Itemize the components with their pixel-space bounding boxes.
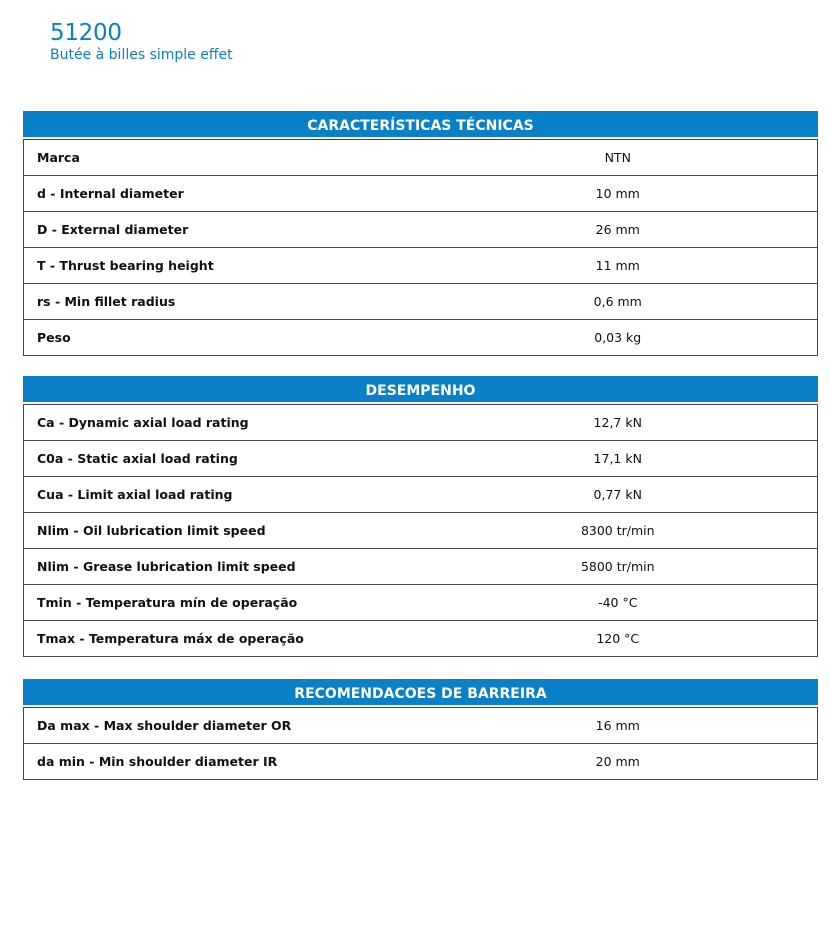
row-value: 5800 tr/min xyxy=(419,549,818,585)
table-row xyxy=(24,320,818,356)
row-label: Nlim - Oil lubrication limit speed xyxy=(24,513,419,549)
section-performance xyxy=(23,376,818,657)
row-label: Peso xyxy=(24,320,419,356)
section-technical-characteristics xyxy=(23,111,818,356)
row-label: Nlim - Grease lubrication limit speed xyxy=(24,549,419,585)
row-value: 20 mm xyxy=(419,744,818,780)
row-label: C0a - Static axial load rating xyxy=(24,441,419,477)
row-value: 8300 tr/min xyxy=(419,513,818,549)
table-row xyxy=(24,708,818,744)
table-row xyxy=(24,248,818,284)
table-row xyxy=(24,549,818,585)
section-barrier-recommendations xyxy=(23,679,818,780)
row-value: 16 mm xyxy=(419,708,818,744)
spec-table xyxy=(23,707,818,780)
row-label: da min - Min shoulder diameter IR xyxy=(24,744,419,780)
table-row xyxy=(24,513,818,549)
row-value: -40 °C xyxy=(419,585,818,621)
row-label: Cua - Limit axial load rating xyxy=(24,477,419,513)
row-value: 0,03 kg xyxy=(419,320,818,356)
section-title: RECOMENDACOES DE BARREIRA xyxy=(23,679,818,707)
table-row xyxy=(24,744,818,780)
row-value: 17,1 kN xyxy=(419,441,818,477)
table-row xyxy=(24,284,818,320)
table-row xyxy=(24,585,818,621)
table-row xyxy=(24,140,818,176)
row-value: 0,77 kN xyxy=(419,477,818,513)
product-code: 51200 xyxy=(50,20,122,46)
row-label: rs - Min fillet radius xyxy=(24,284,419,320)
spec-table xyxy=(23,139,818,356)
row-value: 120 °C xyxy=(419,621,818,657)
row-label: T - Thrust bearing height xyxy=(24,248,419,284)
table-row xyxy=(24,212,818,248)
section-title: CARACTERÍSTICAS TÉCNICAS xyxy=(23,111,818,139)
row-label: Ca - Dynamic axial load rating xyxy=(24,405,419,441)
product-description: Butée à billes simple effet xyxy=(50,47,233,63)
table-row xyxy=(24,441,818,477)
table-row xyxy=(24,176,818,212)
row-value: 11 mm xyxy=(419,248,818,284)
row-value: 0,6 mm xyxy=(419,284,818,320)
spec-table xyxy=(23,404,818,657)
row-value: 10 mm xyxy=(419,176,818,212)
row-value: 12,7 kN xyxy=(419,405,818,441)
row-label: Tmin - Temperatura mín de operação xyxy=(24,585,419,621)
row-label: d - Internal diameter xyxy=(24,176,419,212)
row-label: Tmax - Temperatura máx de operação xyxy=(24,621,419,657)
table-row xyxy=(24,621,818,657)
row-label: Da max - Max shoulder diameter OR xyxy=(24,708,419,744)
table-row xyxy=(24,477,818,513)
product-header xyxy=(50,20,233,64)
row-label: Marca xyxy=(24,140,419,176)
section-title: DESEMPENHO xyxy=(23,376,818,404)
row-value: NTN xyxy=(419,140,818,176)
row-value: 26 mm xyxy=(419,212,818,248)
row-label: D - External diameter xyxy=(24,212,419,248)
table-row xyxy=(24,405,818,441)
